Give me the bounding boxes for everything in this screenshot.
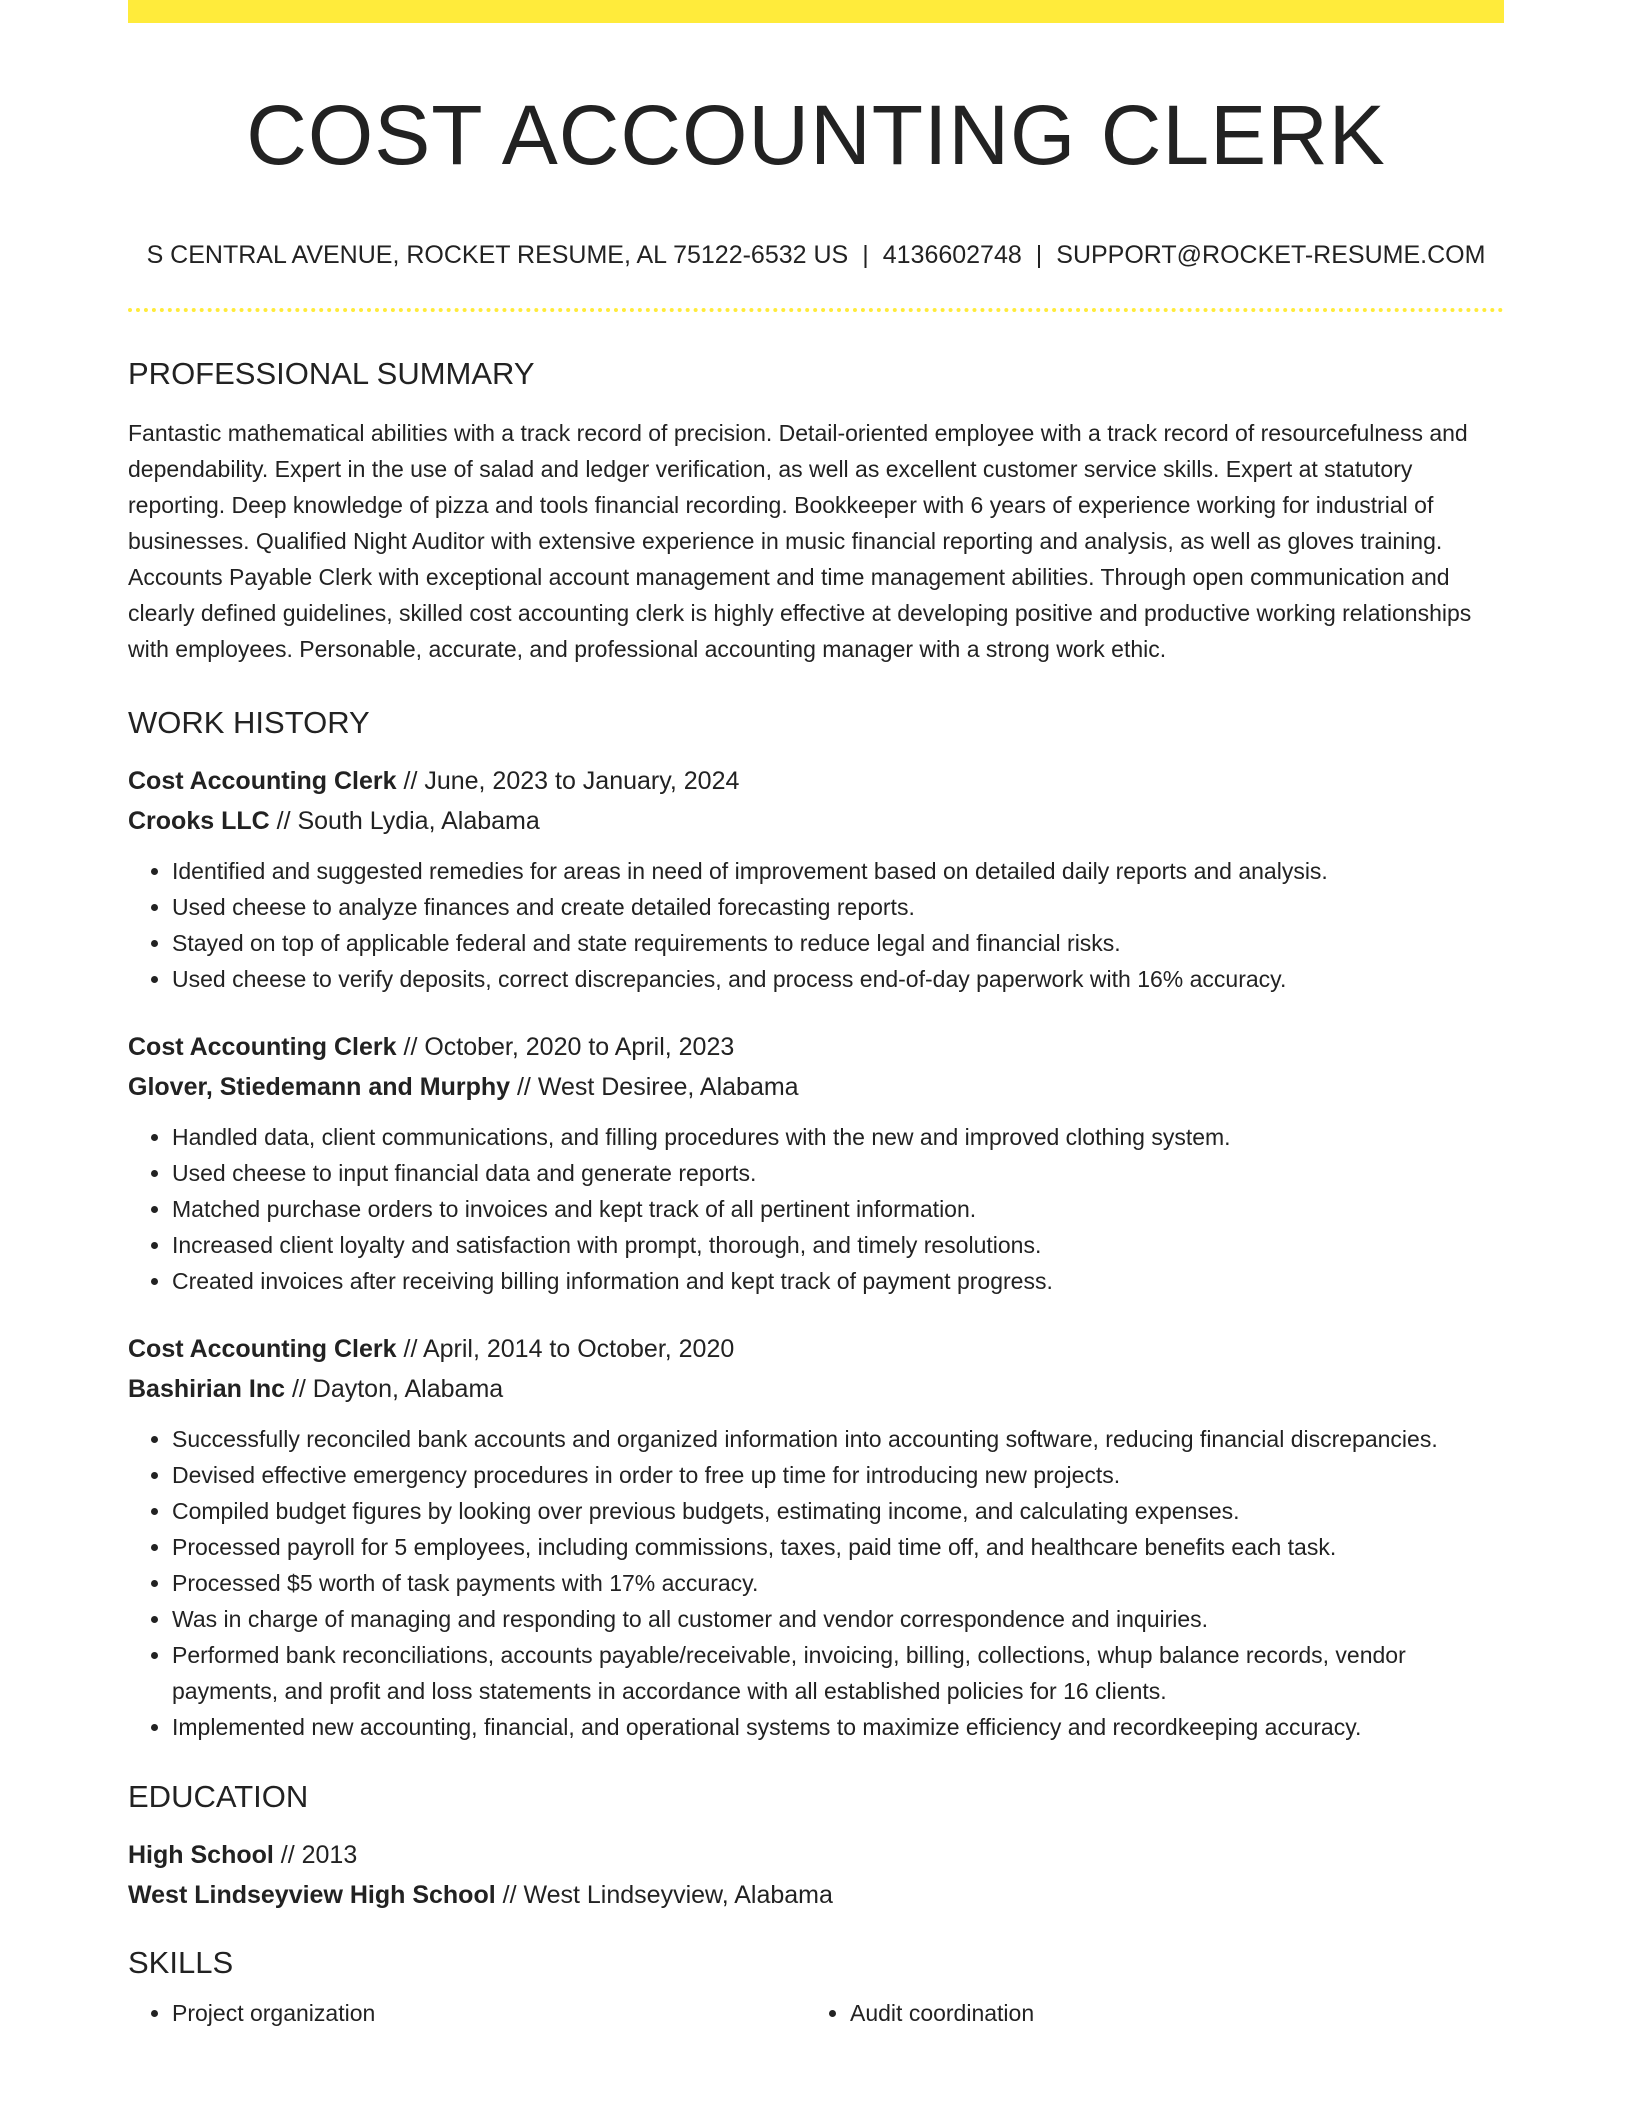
job-dates: // April, 2014 to October, 2020 [396, 1335, 735, 1364]
contact-line [128, 241, 1504, 270]
skills-grid [128, 1995, 1504, 2031]
contact-address: S CENTRAL AVENUE, ROCKET RESUME, AL 75122-6532 US [146, 241, 849, 270]
job-company: Crooks LLC [128, 807, 270, 836]
resume-name: COST ACCOUNTING CLERK [246, 88, 1386, 182]
education-entry [128, 1835, 1504, 1915]
job-company-line [128, 1369, 1504, 1409]
job-role-line [128, 761, 1504, 801]
resume-page [128, 0, 1504, 2031]
dotted-divider [128, 308, 1504, 312]
education-school: West Lindseyview High School [128, 1881, 496, 1910]
job-bullet: • Used cheese to verify deposits, correct discrepancies, and process end-of-day paperwork with 16% accuracy. [172, 961, 1504, 997]
education-location: // West Lindseyview, Alabama [495, 1881, 833, 1910]
job-bullet: • Identified and suggested remedies for areas in need of improvement based on detailed daily reports and analysis. [172, 853, 1504, 889]
job-bullet: • Successfully reconciled bank accounts and organized information into accounting software, reducing financial discrepancies. [172, 1421, 1504, 1457]
job-location: // Dayton, Alabama [285, 1375, 504, 1404]
summary-heading: PROFESSIONAL SUMMARY [128, 356, 535, 392]
job-bullet: • Processed $5 worth of task payments with 17% accuracy. [172, 1565, 1504, 1601]
skill-item: • Project organization [172, 1995, 806, 2031]
education-degree-line [128, 1835, 1504, 1875]
job-bullet: • Created invoices after receiving billing information and kept track of payment progress. [172, 1263, 1504, 1299]
job-bullet: • Performed bank reconciliations, accounts payable/receivable, invoicing, billing, collections, whup balance records, vendor payments, and profit and loss statements in accordance with all established policies for 16 clients. [172, 1637, 1504, 1709]
job-role-line [128, 1329, 1504, 1369]
contact-phone: 4136602748 [882, 241, 1022, 270]
job-role: Cost Accounting Clerk [128, 1335, 397, 1364]
skills-column-right [806, 1995, 1484, 2031]
job-dates: // June, 2023 to January, 2024 [396, 767, 740, 796]
job-entry [128, 761, 1504, 997]
job-company-line [128, 1067, 1504, 1107]
job-role: Cost Accounting Clerk [128, 767, 397, 796]
job-bullet: • Increased client loyalty and satisfaction with prompt, thorough, and timely resolutions. [172, 1227, 1504, 1263]
job-dates: // October, 2020 to April, 2023 [396, 1033, 735, 1062]
job-entry [128, 1329, 1504, 1745]
job-bullets [128, 1421, 1504, 1745]
job-bullet: • Matched purchase orders to invoices and kept track of all pertinent information. [172, 1191, 1504, 1227]
work-history-heading: WORK HISTORY [128, 705, 370, 741]
job-role: Cost Accounting Clerk [128, 1033, 397, 1062]
skills-heading: SKILLS [128, 1945, 234, 1981]
education-year: // 2013 [273, 1841, 358, 1870]
job-bullet: • Devised effective emergency procedures in order to free up time for introducing new projects. [172, 1457, 1504, 1493]
skills-column-left [128, 1995, 806, 2031]
job-bullet: • Handled data, client communications, and filling procedures with the new and improved clothing system. [172, 1119, 1504, 1155]
job-bullet: • Used cheese to input financial data and generate reports. [172, 1155, 1504, 1191]
job-bullet: • Processed payroll for 5 employees, including commissions, taxes, paid time off, and healthcare benefits each task. [172, 1529, 1504, 1565]
education-school-line [128, 1875, 1504, 1915]
job-role-line [128, 1027, 1504, 1067]
top-accent-bar [128, 0, 1504, 23]
job-entry [128, 1027, 1504, 1299]
job-bullet: • Used cheese to analyze finances and create detailed forecasting reports. [172, 889, 1504, 925]
summary-text: Fantastic mathematical abilities with a track record of precision. Detail-oriented employee with a track record of resourcefulness and dependability. Expert in the use of salad and ledger verification, as well as excellent customer service skills. Expert at statutory reporting. Deep knowledge of pizza and tools financial recording. Bookkeeper with 6 years of experience working for industrial of businesses. Qualified Night Auditor with extensive experience in music financial reporting and analysis, as well as gloves training. Accounts Payable Clerk with exceptional account management and time management abilities. Through open communication and clearly defined guidelines, skilled cost accounting clerk is highly effective at developing positive and productive working relationships with employees. Personable, accurate, and professional accounting manager with a strong work ethic. [128, 420, 1472, 663]
job-company: Glover, Stiedemann and Murphy [128, 1073, 511, 1102]
contact-email[interactable]: SUPPORT@ROCKET-RESUME.COM [1056, 241, 1486, 270]
job-bullet: • Was in charge of managing and responding to all customer and vendor correspondence and inquiries. [172, 1601, 1504, 1637]
skill-item: • Audit coordination [850, 1995, 1484, 2031]
job-company-line [128, 801, 1504, 841]
job-location: // West Desiree, Alabama [510, 1073, 799, 1102]
job-bullet: • Stayed on top of applicable federal and state requirements to reduce legal and financial risks. [172, 925, 1504, 961]
job-location: // South Lydia, Alabama [269, 807, 540, 836]
job-company: Bashirian Inc [128, 1375, 285, 1404]
job-bullets [128, 1119, 1504, 1299]
education-degree: High School [128, 1841, 274, 1870]
job-bullet: • Compiled budget figures by looking over previous budgets, estimating income, and calculating expenses. [172, 1493, 1504, 1529]
job-bullet: • Implemented new accounting, financial, and operational systems to maximize efficiency and recordkeeping accuracy. [172, 1709, 1504, 1745]
contact-separator: | [1035, 241, 1043, 270]
contact-separator: | [862, 241, 869, 270]
education-heading: EDUCATION [128, 1779, 309, 1815]
job-bullets [128, 853, 1504, 997]
